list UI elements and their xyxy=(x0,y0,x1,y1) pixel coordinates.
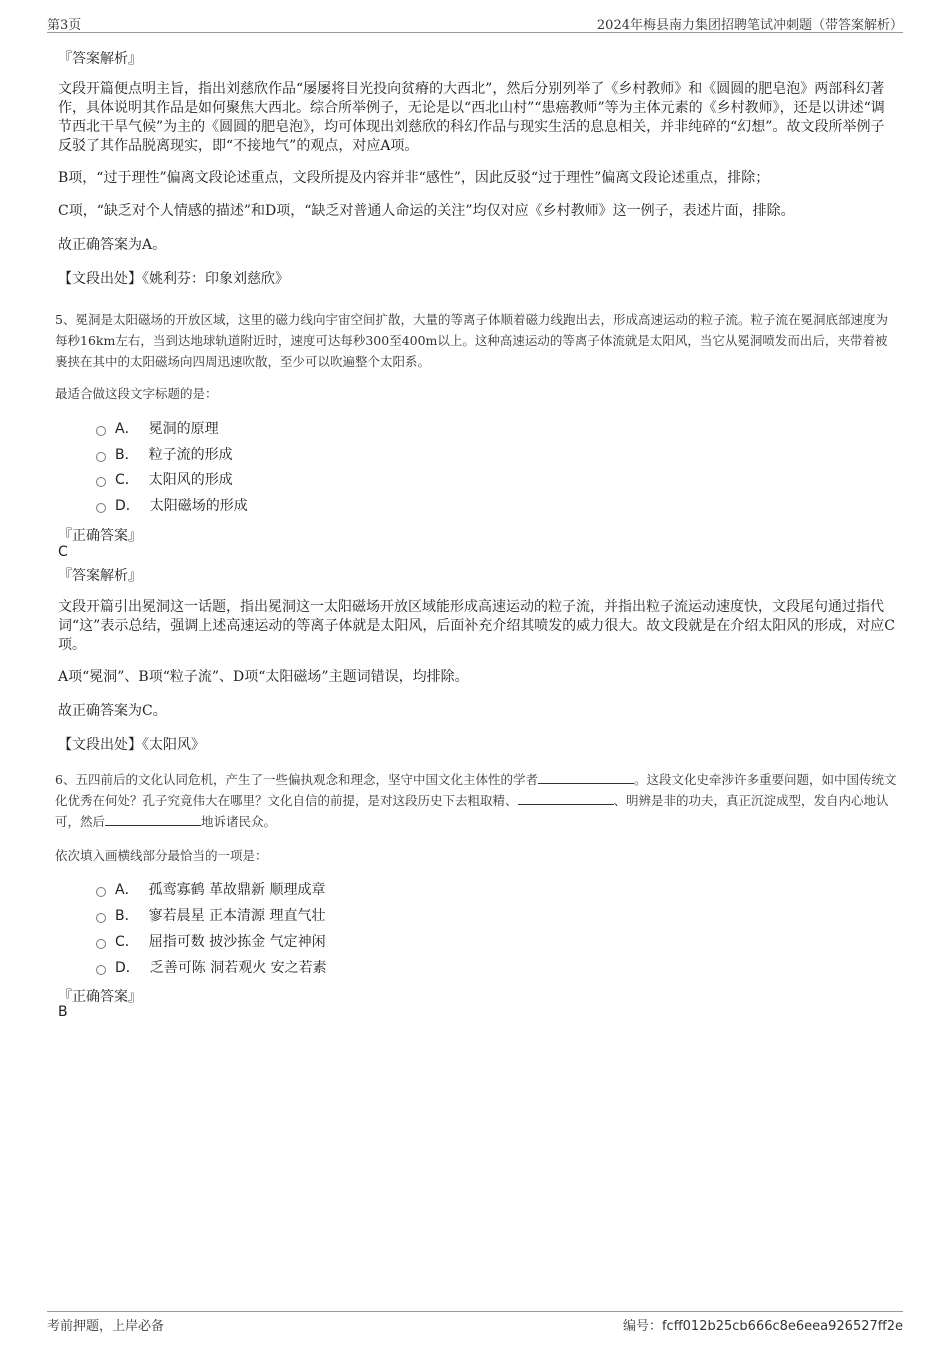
option-text: 太阳磁场的形成 xyxy=(149,498,248,514)
q5-option-d[interactable] xyxy=(96,495,248,515)
fill-blank-3 xyxy=(105,813,201,826)
q6-text-1: 6、五四前后的文化认同危机，产生了一些偏执观念和理念，坚守中国文化主体性的学者 xyxy=(55,772,538,787)
q4-analysis-cd: C项，“缺乏对个人情感的描述”和D项，“缺乏对普通人命运的关注”均仅对应《乡村教师》这一例子，表述片面，排除。 xyxy=(58,203,795,219)
option-letter: A． xyxy=(115,882,139,898)
page-header xyxy=(47,14,903,33)
q5-source: 【文段出处】《太阳风》 xyxy=(58,737,205,753)
option-letter: D． xyxy=(115,960,140,976)
q6-option-b[interactable] xyxy=(96,905,326,925)
q6-text-3: 、明辨是非的功夫，真正沉淀成型，发自内心地认可，然后 xyxy=(55,793,889,829)
q5-option-b[interactable] xyxy=(96,444,233,464)
document-code xyxy=(623,1315,903,1334)
radio-icon[interactable] xyxy=(96,426,106,436)
q4-source: 【文段出处】《姚利芬：印象刘慈欣》 xyxy=(58,271,289,287)
radio-icon[interactable] xyxy=(96,887,106,897)
page-number: 第3页 xyxy=(47,18,82,33)
q4-analysis-label: 『答案解析』 xyxy=(58,51,142,67)
option-text: 冕洞的原理 xyxy=(148,421,219,437)
q4-analysis-b: B项，“过于理性”偏离文段论述重点，文段所提及内容并非“感性”，因此反驳“过于理性”偏离文段论述重点，排除； xyxy=(58,170,770,186)
radio-icon[interactable] xyxy=(96,503,106,513)
fill-blank-1 xyxy=(538,771,634,784)
radio-icon[interactable] xyxy=(96,477,106,487)
radio-icon[interactable] xyxy=(96,913,106,923)
option-text: 屈指可数 披沙拣金 气定神闲 xyxy=(148,934,326,950)
option-text: 太阳风的形成 xyxy=(148,472,233,488)
q4-analysis-text: 文段开篇便点明主旨，指出刘慈欣作品“屡屡将目光投向贫瘠的大西北”，然后分别列举了《乡村教师》和《圆圆的肥皂泡》两部科幻著作，具体说明其作品是如何聚焦大西北。综合所举例子，无论是以“西北山村”“患癌教师”等为主体元素的《乡村教师》，还是以讲述“调节西北干旱气候”为主的《圆圆的肥皂泡》，均可体现出刘慈欣的科幻作品与现实生活的息息相关，并非纯碎的“幻想”。故文段所举例子反驳了其作品脱离现实，即“不接地气”的观点，对应A项。 xyxy=(58,81,885,154)
q6-option-a[interactable] xyxy=(96,879,325,899)
q6-text-4: 地诉诸民众。 xyxy=(201,814,277,829)
option-letter: C． xyxy=(115,934,139,950)
option-letter: D． xyxy=(115,498,140,514)
code-label: 编号： xyxy=(622,1319,662,1334)
option-letter: C． xyxy=(115,472,139,488)
q6-answer: B xyxy=(58,1004,68,1020)
option-text: 粒子流的形成 xyxy=(148,447,233,463)
q5-prompt: 最适合做这段文字标题的是： xyxy=(55,386,218,401)
code-value: fcff012b25cb666c8e6eea926527ff2e xyxy=(661,1319,903,1334)
q6-option-d[interactable] xyxy=(96,957,327,977)
option-letter: B． xyxy=(115,447,139,463)
q5-answer: C xyxy=(58,544,68,560)
q5-analysis-text: 文段开篇引出冕洞这一话题，指出冕洞这一太阳磁场开放区域能形成高速运动的粒子流，并指出粒子流运动速度快，文段尾句通过指代词“这”表示总结，强调上述高速运动的等离子体就是太阳风，后面补充介绍其喷发的威力很大。故文段就是在介绍太阳风的形成，对应C项。 xyxy=(58,599,896,653)
q6-option-c[interactable] xyxy=(96,931,326,951)
q5-question: 5、冕洞是太阳磁场的开放区域，这里的磁力线向宇宙空间扩散，大量的等离子体顺着磁力线跑出去，形成高速运动的粒子流。粒子流在冕洞底部速度为每秒16km左右，当到达地球轨道附近时，速度可达每秒300至400m以上。这种高速运动的等离子体流就是太阳风，当它从冕洞喷发而出后，夹带着被裹挟在其中的太阳磁场向四周迅速吹散，至少可以吹遍整个太阳系。 xyxy=(55,312,888,369)
q6-text-2: 。这段文化史牵涉许多重要问题，如中国传统文化优秀在何处？孔子究竟伟大在哪里？文化自信的前提，是对这段历史下去粗取精、 xyxy=(55,772,897,808)
document-title: 2024年梅县南力集团招聘笔试冲刺题（带答案解析） xyxy=(596,18,903,33)
footer-slogan: 考前押题，上岸必备 xyxy=(47,1319,165,1334)
q6-question xyxy=(55,769,897,832)
q6-answer-label: 『正确答案』 xyxy=(58,989,142,1005)
radio-icon[interactable] xyxy=(96,452,106,462)
q5-analysis-label: 『答案解析』 xyxy=(58,568,142,584)
q5-option-c[interactable] xyxy=(96,469,233,489)
option-letter: B． xyxy=(115,908,139,924)
page-footer xyxy=(47,1311,903,1334)
option-text: 寥若晨星 正本清源 理直气壮 xyxy=(148,908,326,924)
q4-conclusion: 故正确答案为A。 xyxy=(58,237,167,253)
q5-conclusion: 故正确答案为C。 xyxy=(58,703,167,719)
fill-blank-2 xyxy=(518,792,614,805)
radio-icon[interactable] xyxy=(96,965,106,975)
q5-analysis-other: A项“冕洞”、B项“粒子流”、D项“太阳磁场”主题词错误，均排除。 xyxy=(58,669,469,685)
option-text: 孤鸾寡鹤 革故鼎新 顺理成章 xyxy=(148,882,326,898)
q5-option-a[interactable] xyxy=(96,418,219,438)
option-text: 乏善可陈 洞若观火 安之若素 xyxy=(149,960,327,976)
q6-prompt: 依次填入画横线部分最恰当的一项是： xyxy=(55,848,268,863)
q5-answer-label: 『正确答案』 xyxy=(58,528,142,544)
radio-icon[interactable] xyxy=(96,939,106,949)
option-letter: A． xyxy=(115,421,139,437)
